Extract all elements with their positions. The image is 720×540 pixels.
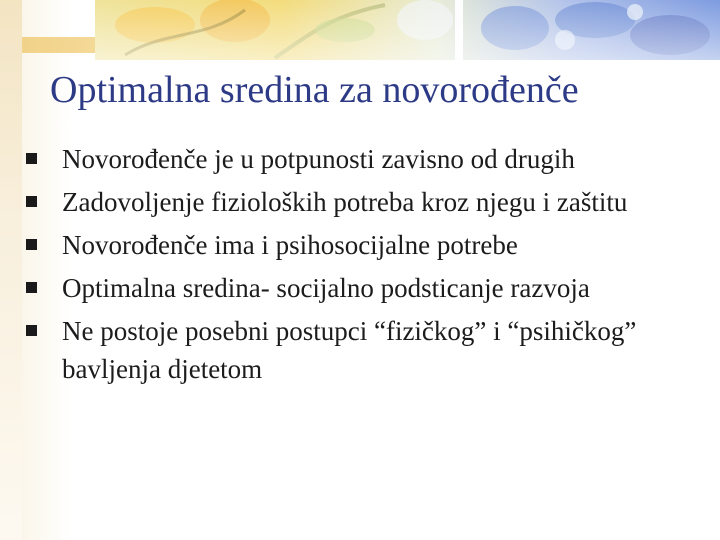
bullet-item [0,140,702,178]
bullet-text: Ne postoje posebni postupci “fizičkog” i “psihičkog” bavljenja djetetom [62,316,637,384]
bullet-list [0,140,702,393]
square-bullet-icon [26,196,37,207]
bullet-text: Novorođenče je u potpunosti zavisno od drugih [62,144,575,174]
bullet-text: Zadovoljenje fizioloških potreba kroz njegu i zaštitu [62,187,628,217]
bullet-item [0,226,702,264]
square-bullet-icon [26,153,37,164]
square-bullet-icon [26,282,37,293]
square-bullet-icon [26,239,37,250]
bullet-item [0,269,702,307]
floral-banner-image [95,0,720,60]
slide-title: Optimalna sredina za novorođenče [50,69,579,111]
bullet-text: Novorođenče ima i psihosocijalne potrebe [62,230,518,260]
bullet-item [0,312,702,388]
bullet-text: Optimalna sredina- socijalno podsticanje razvoja [62,273,590,303]
bullet-item [0,183,702,221]
square-bullet-icon [26,325,37,336]
